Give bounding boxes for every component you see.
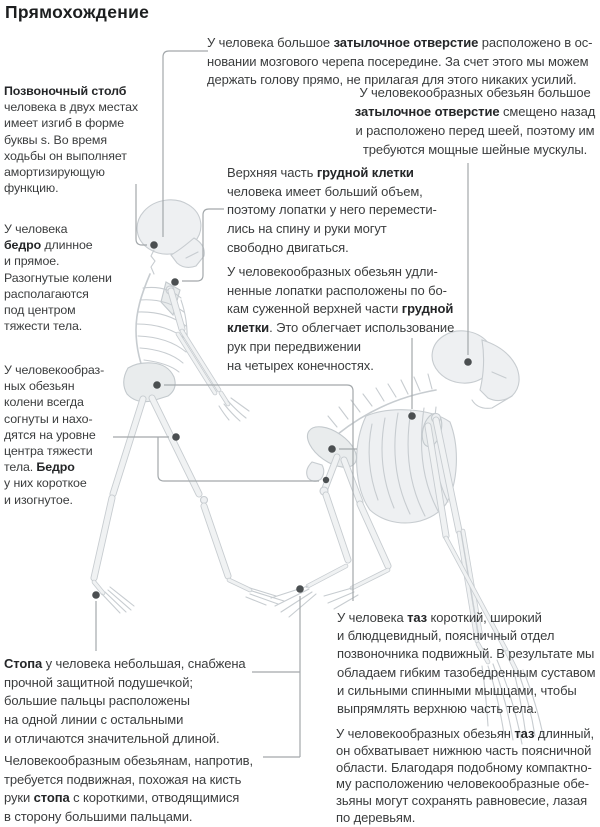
text-run: буквы s. Во время (4, 132, 107, 147)
text-run: Верхняя часть (227, 165, 317, 180)
text-run: кам суженной верхней части (227, 301, 402, 317)
text-run: У человека (337, 610, 408, 625)
text-line (336, 743, 594, 760)
term-bold: клетки (227, 320, 270, 336)
text-line (4, 115, 138, 131)
annotation-chest-human (227, 164, 437, 258)
text-line (4, 789, 253, 808)
text-line (4, 83, 138, 99)
text-run: тела. (4, 460, 37, 475)
text-run: У человекообразных обезьян (336, 726, 515, 741)
text-run: и изогнутое. (4, 492, 73, 507)
text-run: обладаем гибким тазобедренным суставом (337, 664, 596, 680)
text-run: функцию. (4, 181, 59, 196)
text-line (337, 609, 595, 627)
annotation-femur-human (4, 221, 112, 334)
human-skeleton (94, 196, 284, 613)
text-line (4, 362, 104, 378)
text-run: ных обезьян (4, 379, 75, 394)
text-run: требуется подвижная, похожая на кисть (4, 771, 242, 787)
text-line (336, 726, 594, 743)
text-run: располагаются (4, 286, 89, 301)
dot-occiput-ape (464, 358, 472, 366)
dot-scapula-human (171, 278, 179, 286)
text-line (4, 475, 104, 491)
text-line (337, 682, 595, 700)
text-run: у человека небольшая, снабжена (42, 656, 246, 671)
text-run: тяжести тела. (4, 319, 83, 334)
dot-knee-ape (323, 477, 329, 483)
text-line (4, 730, 246, 749)
annotation-knees-ape (4, 362, 104, 508)
term-bold: грудной (401, 301, 454, 317)
text-line (4, 148, 138, 164)
term-bold: Бедро (36, 460, 75, 475)
annotation-chest-ape (227, 263, 454, 375)
text-line (227, 338, 454, 357)
text-run: человека имеет больший объем, (227, 183, 423, 199)
text-run: поэтому лопатки у него перемести- (227, 202, 437, 218)
text-run: смещено назад (499, 104, 596, 119)
text-line (4, 318, 112, 334)
text-line (207, 53, 592, 72)
text-line (4, 427, 104, 443)
text-line (4, 221, 112, 237)
text-line (227, 239, 437, 258)
term-bold: стопа (33, 790, 70, 806)
text-run: выпрямлять верхнюю часть тела. (337, 701, 538, 717)
text-run: У человекообразных обезьян большое (359, 85, 591, 100)
text-line (227, 201, 437, 220)
text-line (337, 627, 595, 645)
text-line (4, 711, 246, 730)
text-line (227, 300, 454, 319)
text-line (227, 164, 437, 183)
text-line (227, 357, 454, 376)
text-run: в сторону большими пальцами. (4, 809, 193, 825)
term-bold: Стопа (4, 656, 43, 671)
text-line (352, 140, 598, 159)
text-run: позвоночника подвижный. В результате мы (337, 646, 595, 662)
text-line (4, 237, 112, 253)
text-line (4, 302, 112, 318)
text-run: лись на спину и руки могут (227, 221, 387, 237)
term-bold: затылочное отверстие (333, 35, 479, 50)
text-run: амортизирующую (4, 165, 105, 180)
term-bold: грудной клетки (316, 165, 414, 180)
text-line (337, 664, 595, 682)
text-line (227, 282, 454, 301)
text-line (336, 776, 594, 793)
text-line (352, 102, 598, 121)
text-run: длинное (41, 238, 93, 253)
human-front-leg (152, 398, 284, 605)
dot-pelvis-human (153, 381, 161, 389)
text-line (4, 164, 138, 180)
text-run: под центром (4, 303, 76, 318)
annotation-foot-ape (4, 752, 253, 827)
text-run: и прямое. (4, 254, 60, 269)
term-bold: Позвоночный столб (4, 84, 127, 98)
text-line (4, 180, 138, 196)
text-line (4, 443, 104, 459)
text-run: колени всегда (4, 395, 84, 410)
human-front-foot (246, 588, 284, 605)
text-run: . Это облегчает использование (269, 320, 455, 336)
text-line (4, 378, 104, 394)
text-line (4, 492, 104, 508)
text-run: У человека большое (207, 35, 334, 50)
dot-occiput-human (150, 241, 158, 249)
term-bold: бедро (4, 238, 42, 253)
text-line (207, 34, 592, 53)
text-line (227, 319, 454, 338)
text-run: Человекообразным обезьянам, напротив, (4, 753, 253, 768)
text-run: дятся на уровне (4, 427, 96, 442)
dot-foot-ape (296, 585, 304, 593)
text-line (4, 771, 253, 790)
dot-foot-human (92, 591, 100, 599)
text-run: У человека (4, 222, 68, 236)
text-run: человека в двух местах (4, 100, 138, 115)
text-run: и сильными спинными мышцами, чтобы (337, 682, 577, 698)
ape-front-foot (271, 586, 316, 617)
text-run: у них короткое (4, 476, 87, 491)
annotation-pelvis-ape (336, 726, 594, 827)
text-run: короткий, широкий (427, 610, 542, 625)
annotation-occiput-human (207, 34, 592, 90)
text-run: области. Благодаря подобному компактно- (336, 759, 592, 775)
term-bold: таз (407, 610, 428, 625)
text-line (227, 183, 437, 202)
text-line (4, 459, 104, 475)
text-line (4, 132, 138, 148)
text-run: руки (4, 790, 34, 806)
text-run: свободно двигаться. (227, 239, 349, 255)
text-run: ненные лопатки расположены по бо- (227, 282, 447, 298)
text-run: согнуты и нахо- (4, 411, 93, 426)
text-run: прочной защитной подушечкой; (4, 674, 193, 690)
text-line (337, 700, 595, 718)
text-line (4, 674, 246, 693)
text-line (352, 83, 598, 102)
text-line (4, 99, 138, 115)
dot-femur-human (172, 433, 180, 441)
text-line (4, 808, 253, 827)
text-run: центра тяжести (4, 444, 93, 459)
text-line (4, 411, 104, 427)
text-line (336, 793, 594, 810)
text-run: имеет изгиб в форме (4, 116, 125, 131)
text-run: рук при передвижении (227, 338, 361, 354)
text-line (336, 810, 594, 827)
text-line (4, 270, 112, 286)
text-line (337, 645, 595, 663)
text-run: расположено в ос- (478, 35, 593, 50)
text-run: по деревьям. (336, 809, 416, 825)
annotation-occiput-ape (352, 83, 598, 159)
text-line (4, 752, 253, 771)
text-run: ходьбы он выполняет (4, 148, 127, 163)
text-run: му расположению человекообразные обе- (336, 776, 589, 792)
text-line (336, 760, 594, 777)
callout-line-foot-ape (252, 596, 300, 757)
text-run: и отличаются значительной длиной. (4, 730, 220, 746)
human-hand (219, 398, 249, 421)
text-run: зьяны могут сохранять равновесие, лазая (336, 793, 588, 809)
text-line (227, 263, 454, 282)
text-run: он обхватывает нижнюю часть поясничной (336, 742, 592, 758)
page-title: Прямохождение (5, 2, 150, 22)
text-run: и блюдцевидный, поясничный отдел (337, 628, 555, 644)
term-bold: таз (514, 726, 535, 741)
text-line (4, 394, 104, 410)
text-line (4, 253, 112, 269)
text-run: новании мозгового черепа посередине. За счет этого мы можем (207, 53, 589, 69)
text-run: требуются мощные шейные мускулы. (362, 142, 588, 157)
human-back-foot (102, 587, 134, 613)
text-run: Разогнутые колени (4, 270, 112, 285)
text-run: большие пальцы расположены (4, 693, 190, 709)
text-run: У человекообраз- (4, 363, 105, 377)
dot-scapula-ape (408, 412, 416, 420)
text-line (352, 121, 598, 140)
annotation-foot-human (4, 655, 246, 749)
text-line (4, 692, 246, 711)
dot-pelvis-ape (328, 445, 336, 453)
text-run: на одной линии с остальными (4, 712, 184, 728)
text-run: длинный, (534, 726, 595, 741)
text-line (4, 286, 112, 302)
text-run: У человекообразных обезьян удли- (227, 264, 438, 279)
text-line (227, 220, 437, 239)
text-run: и расположено перед шеей, поэтому им (355, 123, 595, 138)
annotation-spine-human (4, 83, 138, 196)
text-line (4, 655, 246, 674)
text-run: держать голову прямо, не прилагая для этого никаких усилий. (207, 72, 577, 88)
annotation-pelvis-human (337, 609, 595, 718)
text-run: на четырех конечностях. (227, 357, 374, 373)
term-bold: затылочное отверстие (354, 104, 500, 119)
text-run: с короткими, отводящимися (69, 790, 240, 806)
